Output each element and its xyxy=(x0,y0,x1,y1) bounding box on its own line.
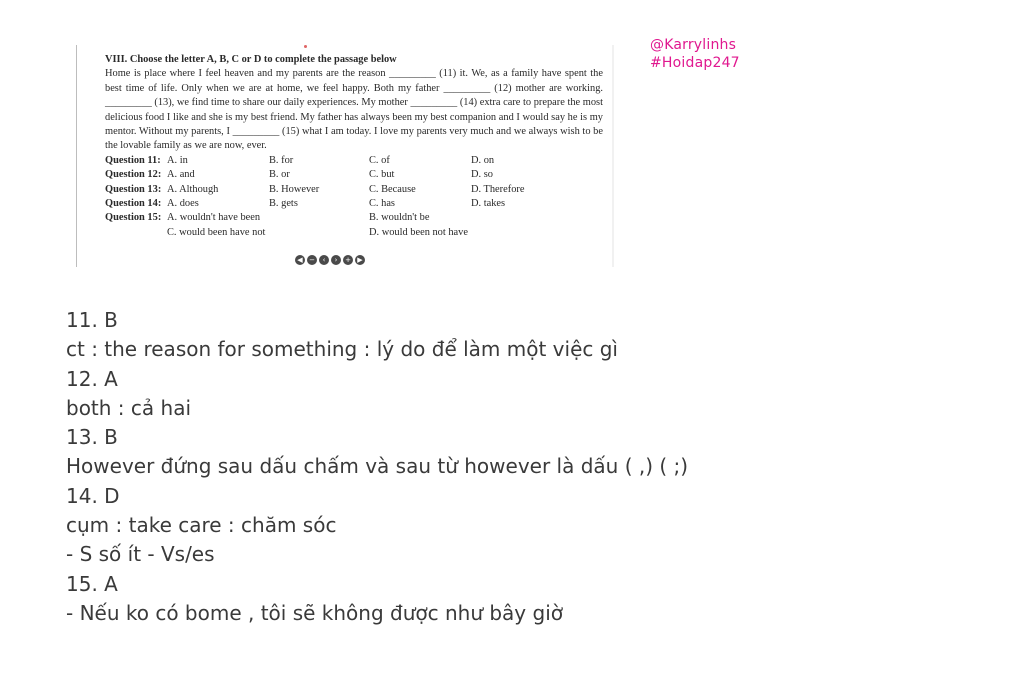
answer-explanations xyxy=(66,306,966,628)
explanation-line: - S số ít - Vs/es xyxy=(66,542,215,567)
watermark xyxy=(650,36,740,72)
option-b: B. gets xyxy=(269,198,298,210)
exercise-document xyxy=(105,53,603,240)
explanation-line: both : cả hai xyxy=(66,395,191,420)
option-c: C. would been have not xyxy=(167,226,266,238)
watermark-hashtag: #Hoidap247 xyxy=(650,55,740,71)
zoom-in-icon[interactable]: + xyxy=(343,255,353,265)
option-d: D. takes xyxy=(471,198,506,210)
option-d: D. so xyxy=(471,169,493,181)
explanation-line: However đứng sau dấu chấm và sau từ however là dấu ( ,) ( ;) xyxy=(66,454,689,479)
next-page-icon[interactable]: › xyxy=(331,255,341,265)
exercise-image xyxy=(76,45,614,267)
answer-line: 13. B xyxy=(66,425,118,450)
question-row-15 xyxy=(105,211,603,225)
red-mark xyxy=(304,45,307,48)
watermark-username: @Karrylinhs xyxy=(650,37,737,53)
explanation-line: - Nếu ko có bome , tôi sẽ không được như bây giờ xyxy=(66,600,563,625)
option-a: A. in xyxy=(167,154,188,166)
option-c: C. Because xyxy=(369,183,416,195)
last-page-icon[interactable]: ▶ xyxy=(355,255,365,265)
answer-line: 14. D xyxy=(66,483,120,508)
option-c: C. of xyxy=(369,154,390,166)
explanation-line: ct : the reason for something : lý do để làm một việc gì xyxy=(66,337,618,362)
question-row-14 xyxy=(105,197,603,211)
option-a: A. does xyxy=(167,198,199,210)
scan-left-border xyxy=(76,45,77,267)
option-b: B. wouldn't be xyxy=(369,212,430,224)
option-b: B. for xyxy=(269,154,294,166)
question-label: Question 13: xyxy=(105,183,162,195)
question-label: Question 12: xyxy=(105,169,162,181)
zoom-out-icon[interactable]: − xyxy=(307,255,317,265)
option-b: B. or xyxy=(269,169,290,181)
question-label: Question 15: xyxy=(105,212,162,224)
option-d: D. on xyxy=(471,154,495,166)
option-a: A. Although xyxy=(167,183,219,195)
answer-line: 15. A xyxy=(66,571,118,596)
option-b: B. However xyxy=(269,183,320,195)
question-row-11 xyxy=(105,154,603,168)
exercise-passage: Home is place where I feel heaven and my parents are the reason _________ (11) it. We, as a family have spent the best time of life. Only when we are at home, we feel happy. Both my father _________ (12) mother are working. _________ (13), we find time to share our daily experiences. My mother _________ (14) extra care to prepare the most delicious food I like and she is my best friend. My father has always been my best companion and I would say he is my mentor. Without my parents, I _________ (15) what I am today. I love my parents very much and we always wish to be the lovable family as we are now, ever. xyxy=(105,68,603,152)
explanation-line: cụm : take care : chăm sóc xyxy=(66,513,337,538)
option-c: C. but xyxy=(369,169,395,181)
exercise-title: VIII. Choose the letter A, B, C or D to complete the passage below xyxy=(105,54,397,65)
scan-right-edge xyxy=(612,45,614,267)
question-label: Question 11: xyxy=(105,154,161,166)
question-row-12 xyxy=(105,168,603,182)
answer-line: 11. B xyxy=(66,308,118,332)
question-label: Question 14: xyxy=(105,198,162,210)
question-row-15-cont xyxy=(105,226,603,240)
option-d: D. Therefore xyxy=(471,183,525,195)
option-a: A. wouldn't have been xyxy=(167,212,261,224)
option-c: C. has xyxy=(369,198,395,210)
page-controls xyxy=(295,255,365,267)
question-row-13 xyxy=(105,183,603,197)
answer-line: 12. A xyxy=(66,366,118,391)
previous-page-icon[interactable]: ‹ xyxy=(319,255,329,265)
first-page-icon[interactable]: ◀ xyxy=(295,255,305,265)
option-d: D. would been not have xyxy=(369,226,468,238)
option-a: A. and xyxy=(167,169,195,181)
